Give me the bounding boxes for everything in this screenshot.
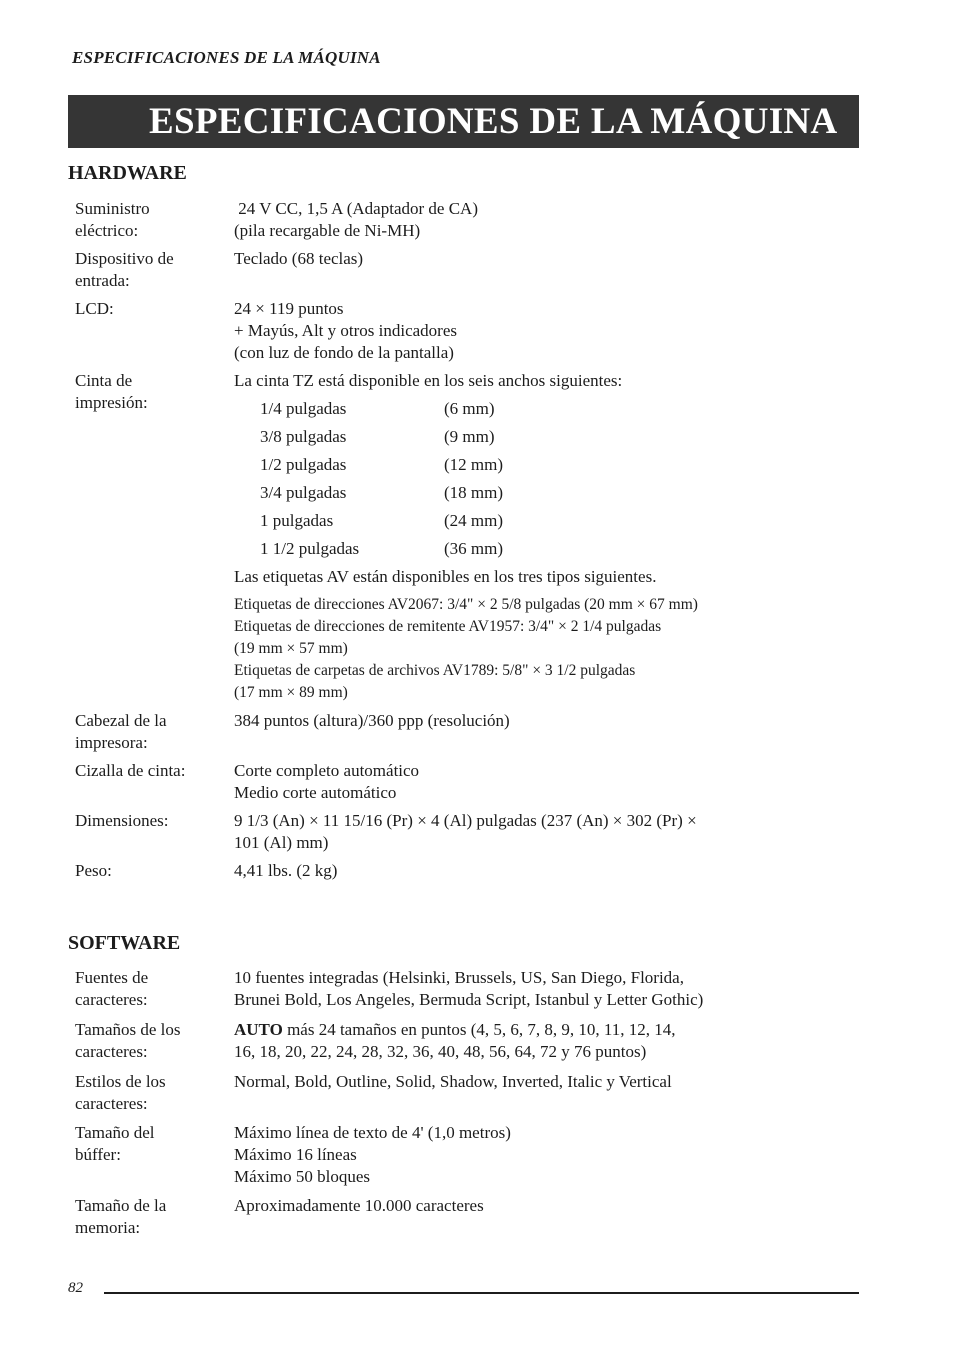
tape-width-row bbox=[234, 510, 698, 532]
tape-width-inch: 3/4 pulgadas bbox=[260, 483, 347, 502]
value-line: Corte completo automático bbox=[234, 761, 420, 780]
value-line: 9 1/3 (An) × 11 15/16 (Pr) × 4 (Al) pulgadas (237 (An) × 302 (Pr) × bbox=[234, 811, 697, 830]
footer-rule bbox=[104, 1292, 859, 1294]
av-label-line: Etiquetas de carpetas de archivos AV1789: 5/8" × 3 1/2 pulgadas bbox=[234, 662, 636, 679]
value-line: Máximo 16 líneas bbox=[234, 1145, 357, 1164]
tape-width-inch: 3/8 pulgadas bbox=[260, 427, 347, 446]
spec-label bbox=[75, 967, 234, 1011]
spec-value bbox=[234, 810, 698, 854]
value-line: Teclado (68 teclas) bbox=[234, 249, 364, 268]
av-label-line: (17 mm × 89 mm) bbox=[234, 684, 348, 701]
value-line: Medio corte automático bbox=[234, 783, 397, 802]
spec-row-tape bbox=[75, 370, 698, 704]
spec-label bbox=[75, 370, 234, 704]
spec-value bbox=[234, 198, 698, 242]
tape-width-inch: 1 1/2 pulgadas bbox=[260, 539, 360, 558]
spec-label bbox=[75, 1019, 234, 1063]
software-heading: SOFTWARE bbox=[68, 932, 181, 954]
spec-row-cutter bbox=[75, 760, 698, 804]
label-line: caracteres: bbox=[75, 990, 148, 1009]
spec-label bbox=[75, 710, 234, 754]
label-line: entrada: bbox=[75, 271, 130, 290]
value-line: La cinta TZ está disponible en los seis anchos siguientes: bbox=[234, 371, 623, 390]
value-line: + Mayús, Alt y otros indicadores bbox=[234, 321, 458, 340]
label-line: búffer: bbox=[75, 1145, 121, 1164]
av-label-line: Etiquetas de direcciones AV2067: 3/4" × 2 5/8 pulgadas (20 mm × 67 mm) bbox=[234, 596, 698, 613]
value-line: (con luz de fondo de la pantalla) bbox=[234, 343, 454, 362]
tape-width-mm: (18 mm) bbox=[444, 483, 504, 502]
spec-row-input bbox=[75, 248, 698, 292]
av-label-line: (19 mm × 57 mm) bbox=[234, 640, 348, 657]
value-line: Brunei Bold, Los Angeles, Bermuda Script, Istanbul y Letter Gothic) bbox=[234, 990, 704, 1009]
label-line: Estilos de los bbox=[75, 1072, 166, 1091]
label-line: eléctrico: bbox=[75, 221, 139, 240]
hardware-spec-table bbox=[75, 198, 698, 882]
running-head: ESPECIFICACIONES DE LA MÁQUINA bbox=[72, 48, 381, 67]
spec-value bbox=[234, 967, 703, 1011]
spec-value bbox=[234, 860, 698, 882]
value-line bbox=[234, 1019, 703, 1041]
label-line: Cinta de bbox=[75, 371, 133, 390]
spec-label bbox=[75, 760, 234, 804]
tape-width-mm: (36 mm) bbox=[444, 539, 504, 558]
spec-label bbox=[75, 248, 234, 292]
tape-width-row bbox=[234, 538, 698, 560]
label-line: Fuentes de bbox=[75, 968, 149, 987]
spec-label bbox=[75, 860, 234, 882]
label-line: caracteres: bbox=[75, 1042, 148, 1061]
label-line: Tamaños de los bbox=[75, 1020, 181, 1039]
av-label-line: Etiquetas de direcciones de remitente AV1957: 3/4" × 2 1/4 pulgadas bbox=[234, 618, 662, 635]
value-line: Aproximadamente 10.000 caracteres bbox=[234, 1196, 484, 1215]
spec-value bbox=[234, 370, 698, 704]
value-text: más 24 tamaños en puntos (4, 5, 6, 7, 8, 9, 10, 11, 12, 14, bbox=[282, 1020, 676, 1039]
tape-width-mm: (12 mm) bbox=[444, 455, 504, 474]
spec-row-memory bbox=[75, 1195, 703, 1239]
label-line: impresora: bbox=[75, 733, 148, 752]
page-number: 82 bbox=[68, 1280, 83, 1296]
spec-value bbox=[234, 298, 698, 364]
label-line: caracteres: bbox=[75, 1094, 148, 1113]
tape-width-inch: 1 pulgadas bbox=[260, 511, 334, 530]
spec-row-buffer bbox=[75, 1122, 703, 1188]
spec-label bbox=[75, 298, 234, 364]
tape-width-mm: (6 mm) bbox=[444, 399, 495, 418]
label-line: Tamaño de la bbox=[75, 1196, 167, 1215]
spec-value bbox=[234, 1122, 703, 1188]
spec-row-styles bbox=[75, 1071, 703, 1115]
spec-value bbox=[234, 1019, 703, 1063]
tape-width-row bbox=[234, 482, 698, 504]
tape-width-inch: 1/2 pulgadas bbox=[260, 455, 347, 474]
value-line: Máximo línea de texto de 4' (1,0 metros) bbox=[234, 1123, 511, 1142]
tape-width-row bbox=[234, 398, 698, 420]
spec-value bbox=[234, 1195, 703, 1239]
value-line: 24 × 119 puntos bbox=[234, 299, 344, 318]
value-line: 101 (Al) mm) bbox=[234, 833, 329, 852]
tape-width-row bbox=[234, 426, 698, 448]
value-line: 16, 18, 20, 22, 24, 28, 32, 36, 40, 48, 56, 64, 72 y 76 puntos) bbox=[234, 1042, 647, 1061]
value-line: 384 puntos (altura)/360 ppp (resolución) bbox=[234, 711, 510, 730]
tape-width-row bbox=[234, 454, 698, 476]
label-line: memoria: bbox=[75, 1218, 141, 1237]
spec-row-weight bbox=[75, 860, 698, 882]
spec-value bbox=[234, 760, 698, 804]
spec-row-dimensions bbox=[75, 810, 698, 854]
label-line: Tamaño del bbox=[75, 1123, 155, 1142]
tape-width-inch: 1/4 pulgadas bbox=[260, 399, 347, 418]
tape-width-mm: (9 mm) bbox=[444, 427, 495, 446]
spec-row-fonts bbox=[75, 967, 703, 1011]
label-line: Dispositivo de bbox=[75, 249, 174, 268]
label-line: Cabezal de la bbox=[75, 711, 167, 730]
auto-keyword: AUTO bbox=[234, 1020, 283, 1039]
value-line: 4,41 lbs. (2 kg) bbox=[234, 861, 338, 880]
page-title: ESPECIFICACIONES DE LA MÁQUINA bbox=[68, 95, 859, 148]
spec-label bbox=[75, 810, 234, 854]
value-line: (pila recargable de Ni-MH) bbox=[234, 221, 421, 240]
spec-row-print-head bbox=[75, 710, 698, 754]
spec-label bbox=[75, 1071, 234, 1115]
label-line: Suministro bbox=[75, 199, 150, 218]
label-line: Cizalla de cinta: bbox=[75, 761, 186, 780]
spec-label bbox=[75, 198, 234, 242]
spec-value bbox=[234, 1071, 703, 1115]
spec-value bbox=[234, 248, 698, 292]
value-line: 24 V CC, 1,5 A (Adaptador de CA) bbox=[234, 199, 478, 218]
spec-value bbox=[234, 710, 698, 754]
spec-label bbox=[75, 1195, 234, 1239]
software-spec-table bbox=[75, 967, 703, 1239]
spec-row-sizes bbox=[75, 1019, 703, 1063]
value-line: Las etiquetas AV están disponibles en los tres tipos siguientes. bbox=[234, 567, 657, 586]
spec-label bbox=[75, 1122, 234, 1188]
hardware-heading: HARDWARE bbox=[68, 162, 187, 184]
value-line: Máximo 50 bloques bbox=[234, 1167, 370, 1186]
label-line: Peso: bbox=[75, 861, 112, 880]
value-line: 10 fuentes integradas (Helsinki, Brussels, US, San Diego, Florida, bbox=[234, 968, 684, 987]
label-line: impresión: bbox=[75, 393, 148, 412]
spec-row-lcd bbox=[75, 298, 698, 364]
tape-width-mm: (24 mm) bbox=[444, 511, 504, 530]
label-line: Dimensiones: bbox=[75, 811, 169, 830]
label-line: LCD: bbox=[75, 299, 114, 318]
spec-row-power bbox=[75, 198, 698, 242]
value-line: Normal, Bold, Outline, Solid, Shadow, Inverted, Italic y Vertical bbox=[234, 1072, 672, 1091]
